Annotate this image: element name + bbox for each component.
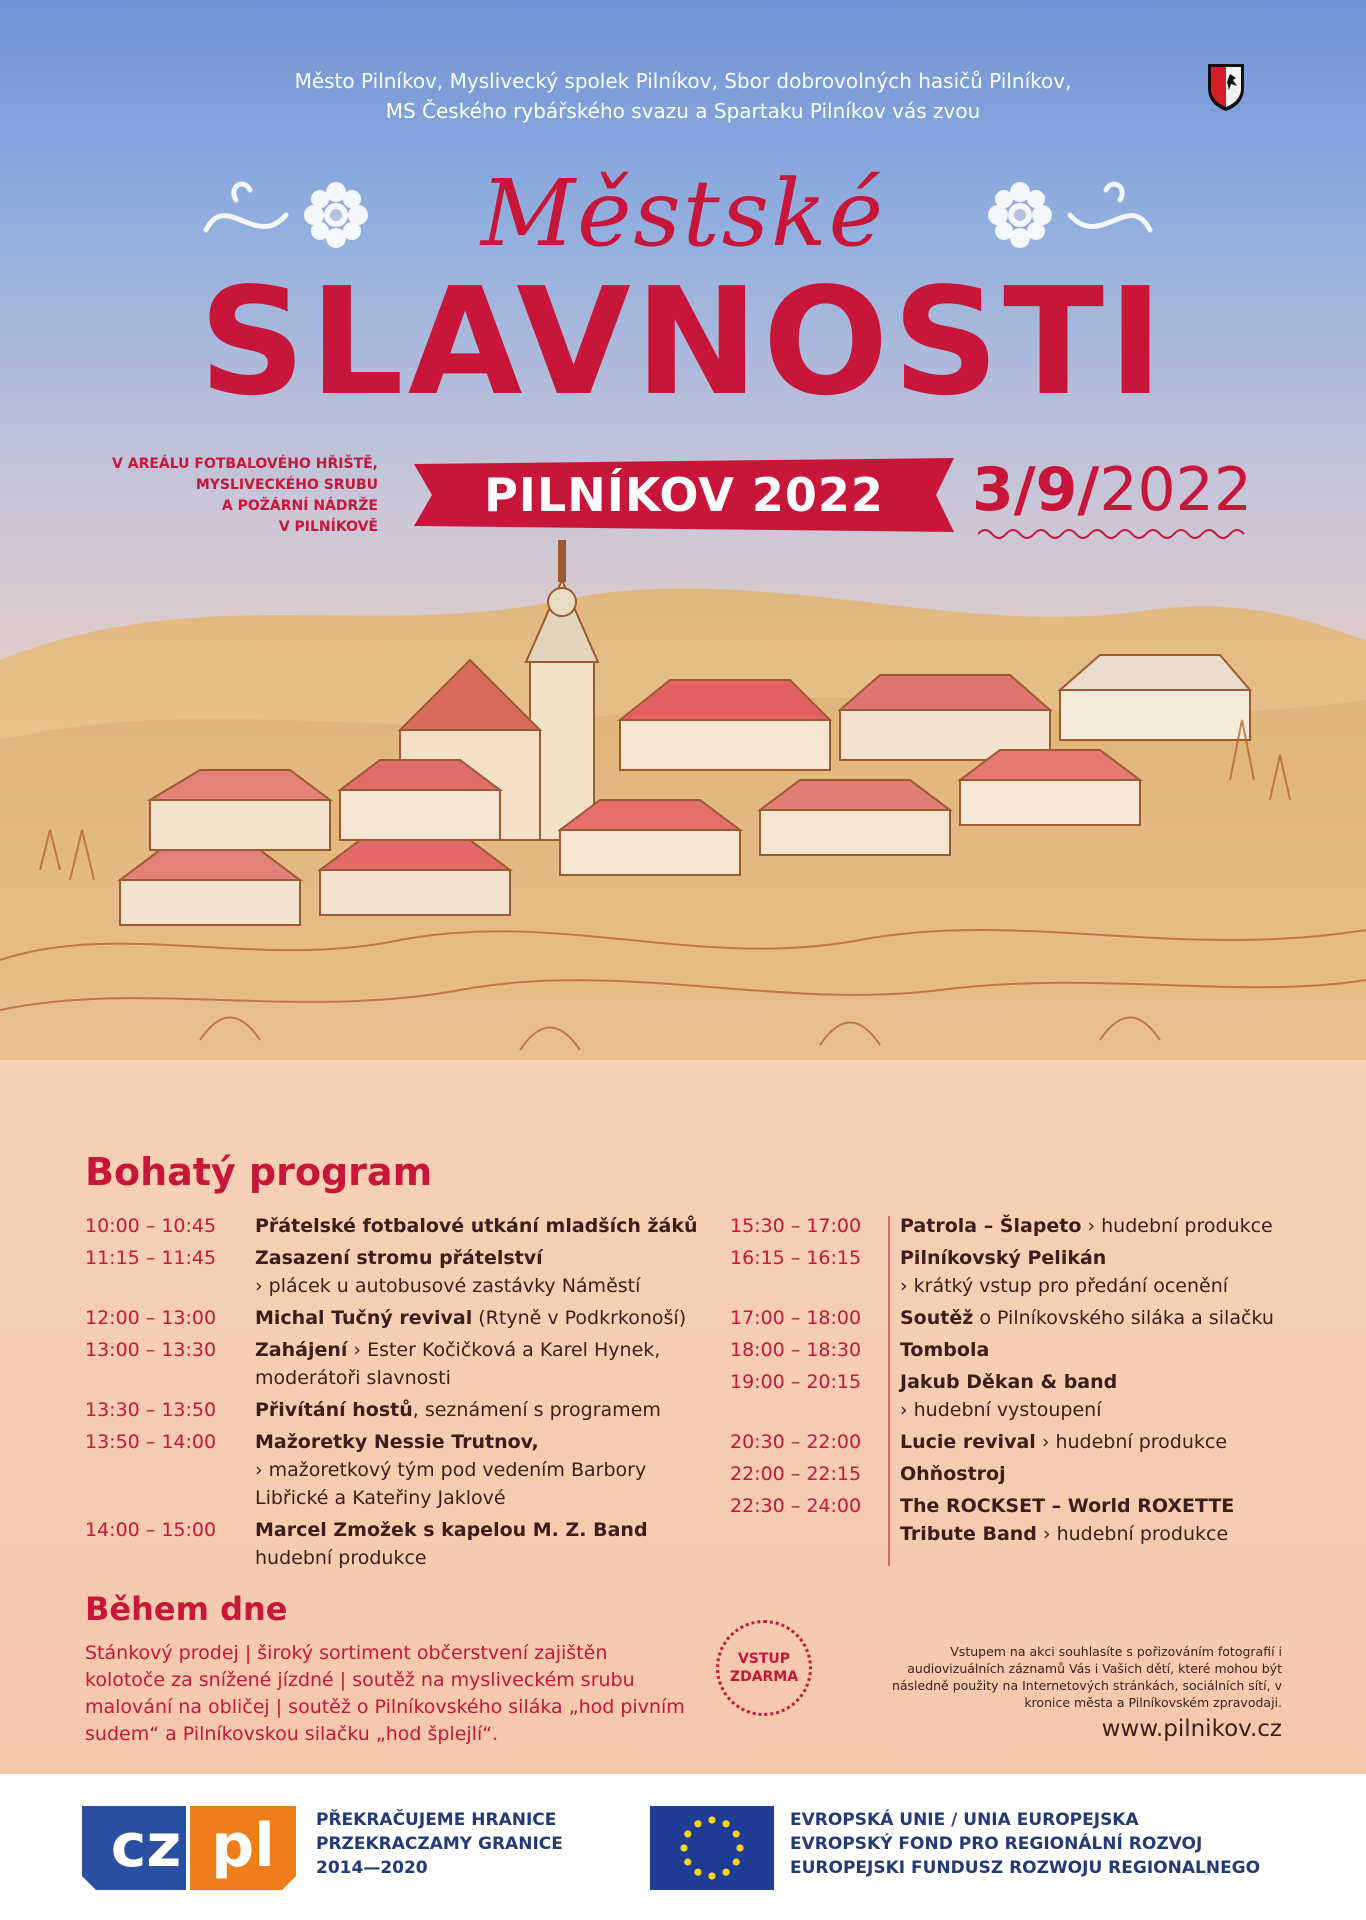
banner-text: PILNÍKOV 2022 (484, 468, 884, 522)
invite-line-2: MS Českého rybářského svazu a Spartaku Pilníkov vás zvou (385, 99, 981, 123)
venue-line-2: MYSLIVECKÉHO SRUBU (195, 477, 378, 493)
program-description (900, 1212, 1290, 1240)
program-description (900, 1336, 1290, 1364)
cz-logo-text: cz (110, 1811, 182, 1881)
program-column-left (85, 1212, 705, 1576)
program-heading: Bohatý program (85, 1150, 433, 1194)
pl-logo-text: pl (211, 1811, 275, 1881)
program-detail: hudební produkce (255, 1547, 427, 1569)
date-wavy-underline (978, 528, 1248, 540)
program-detail: › krátký vstup pro předání ocenění (900, 1275, 1229, 1297)
program-title: Mažoretky Nessie Trutnov, (255, 1431, 539, 1453)
program-title: Marcel Zmožek s kapelou M. Z. Band (255, 1519, 648, 1541)
program-time: 22:00 – 22:15 (730, 1463, 862, 1485)
venue-text (60, 454, 378, 538)
program-description (900, 1304, 1290, 1332)
program-row (85, 1304, 705, 1332)
program-title: Soutěž (900, 1307, 974, 1329)
program-description (255, 1396, 705, 1424)
program-row (85, 1244, 705, 1300)
program-description (900, 1492, 1290, 1548)
program-description (900, 1244, 1290, 1300)
program-row (85, 1396, 705, 1424)
eu-star-icon (708, 1872, 715, 1879)
cz-text-line-2: PRZEKRACZAMY GRANICE (316, 1834, 563, 1854)
program-description (255, 1336, 705, 1392)
program-time: 19:00 – 20:15 (730, 1371, 862, 1393)
cz-text-line-1: PŘEKRAČUJEME HRANICE (316, 1810, 557, 1830)
invite-text (0, 66, 1366, 126)
program-row (730, 1460, 1290, 1488)
program-time: 17:00 – 18:00 (730, 1307, 862, 1329)
eu-star-icon (694, 1820, 701, 1827)
eu-star-icon (736, 1844, 743, 1851)
program-title: Tombola (900, 1339, 990, 1361)
program-row (85, 1428, 705, 1512)
eu-star-icon (708, 1816, 715, 1823)
eu-text-line-2: EVROPSKÝ FOND PRO REGIONÁLNÍ ROZVOJ (790, 1834, 1203, 1854)
program-title: Lucie revival (900, 1431, 1036, 1453)
venue-line-1: V AREÁLU FOTBALOVÉHO HŘIŠTĚ, (112, 456, 378, 472)
venue-line-3: A POŽÁRNÍ NÁDRŽE (221, 498, 378, 514)
program-detail: › hudební vystoupení (900, 1399, 1102, 1421)
title-script: Městské (480, 160, 886, 267)
eu-star-icon (694, 1869, 701, 1876)
program-time: 13:30 – 13:50 (85, 1399, 217, 1421)
during-day-text: Stánkový prodej | široký sortiment občerstvení zajištěn kolotoče za snížené jízdné | soutěž na mysliveckém srubu malování na obličej | soutěž o Pilníkovského siláka „hod pivním sudem“ a Pilníkovskou silačku „hod šplejlí“. (85, 1642, 685, 1745)
program-time: 22:30 – 24:00 (730, 1495, 862, 1517)
program-time: 13:00 – 13:30 (85, 1339, 217, 1361)
eu-flag-icon (650, 1806, 774, 1890)
program-detail: › plácek u autobusové zastávky Náměstí (255, 1275, 641, 1297)
program-time: 15:30 – 17:00 (730, 1215, 862, 1237)
eu-fund-text (790, 1808, 1260, 1880)
program-time: 18:00 – 18:30 (730, 1339, 862, 1361)
program-row (730, 1244, 1290, 1300)
program-row (85, 1336, 705, 1392)
program-row (730, 1428, 1290, 1456)
crest-icon (1206, 62, 1246, 112)
during-day-heading: Během dne (85, 1590, 288, 1628)
program-row (85, 1516, 705, 1572)
eu-star-icon (733, 1830, 740, 1837)
program-row (730, 1336, 1290, 1364)
website-link[interactable]: www.pilnikov.cz (1101, 1716, 1282, 1742)
stamp-line-2: ZDARMA (729, 1669, 799, 1685)
program-detail: , seznámení s programem (412, 1399, 661, 1421)
program-description (900, 1368, 1290, 1424)
program-description (255, 1212, 705, 1240)
program-title: Přivítání hostů (255, 1399, 413, 1421)
program-time: 14:00 – 15:00 (85, 1519, 217, 1541)
program-title: Michal Tučný revival (255, 1307, 473, 1329)
program-detail: › mažoretkový tým pod vedením Barbory Libřické a Kateřiny Jaklové (255, 1459, 647, 1509)
event-date (972, 455, 1252, 525)
program-description (900, 1428, 1290, 1456)
program-title: Zahájení (255, 1339, 348, 1361)
program-time: 11:15 – 11:45 (85, 1247, 217, 1269)
program-description (255, 1244, 705, 1300)
program-description (255, 1304, 705, 1332)
program-title: Přátelské fotbalové utkání mladších žáků (255, 1215, 698, 1237)
cz-text-line-3: 2014—2020 (316, 1858, 428, 1878)
program-detail: › Ester Kočičková a Karel Hynek, moderátoři slavnosti (255, 1339, 661, 1389)
eu-text-line-1: EVROPSKÁ UNIE / UNIA EUROPEJSKA (790, 1810, 1139, 1830)
program-title: Pilníkovský Pelikán (900, 1247, 1107, 1269)
photo-consent-text: Vstupem na akci souhlasíte s pořizováním fotografií i audiovizuálních záznamů Vás i Vašich dětí, které mohou být následně použity na Internetových stránkách, sociálních sítí, v kronice města a Pilníkovském zpravodaji. (891, 1644, 1282, 1710)
program-time: 20:30 – 22:00 (730, 1431, 862, 1453)
title-main: SLAVNOSTI (198, 256, 1168, 428)
stamp-line-1: VSTUP (737, 1651, 791, 1667)
program-detail: › hudební produkce (1035, 1431, 1228, 1453)
program-row (85, 1212, 705, 1240)
program-detail: › hudební produkce (1081, 1215, 1273, 1237)
invite-line-1: Město Pilníkov, Myslivecký spolek Pilníkov, Sbor dobrovolných hasičů Pilníkov, (294, 69, 1072, 93)
program-time: 10:00 – 10:45 (85, 1215, 217, 1237)
program-title: Ohňostroj (900, 1463, 1006, 1485)
program-time: 13:50 – 14:00 (85, 1431, 217, 1453)
program-title: Jakub Děkan & band (900, 1371, 1118, 1393)
eu-star-icon (680, 1844, 687, 1851)
eu-star-icon (733, 1858, 740, 1865)
program-time: 12:00 – 13:00 (85, 1307, 217, 1329)
program-time: 16:15 – 16:15 (730, 1247, 862, 1269)
venue-line-4: V PILNÍKOVĚ (278, 519, 378, 535)
eu-star-icon (684, 1830, 691, 1837)
program-detail: (Rtyně v Podkrkonoší) (472, 1307, 687, 1329)
program-cz-pl-text (316, 1808, 563, 1880)
eu-star-icon (722, 1820, 729, 1827)
town-illustration (0, 540, 1366, 1160)
program-title: Zasazení stromu přátelství (255, 1247, 543, 1269)
program-row (730, 1212, 1290, 1240)
date-day-month: 3/9/ (972, 455, 1100, 525)
program-row (730, 1304, 1290, 1332)
program-detail: › hudební produkce (1036, 1523, 1229, 1545)
program-description (255, 1428, 705, 1512)
program-title: The ROCKSET – World ROXETTE Tribute Band (900, 1495, 1235, 1545)
program-row (730, 1492, 1290, 1548)
date-year: 2022 (1099, 455, 1253, 525)
program-title: Patrola – Šlapeto (900, 1215, 1082, 1237)
eu-text-line-3: EUROPEJSKI FUNDUSZ ROZWOJU REGIONALNEGO (790, 1858, 1261, 1878)
program-row (730, 1368, 1290, 1424)
program-description (900, 1460, 1290, 1488)
eu-star-icon (722, 1869, 729, 1876)
free-entry-stamp (716, 1620, 812, 1716)
program-description (255, 1516, 705, 1572)
program-column-right (730, 1212, 1290, 1552)
program-detail: o Pilníkovského siláka a silačku (973, 1307, 1274, 1329)
eu-star-icon (684, 1858, 691, 1865)
